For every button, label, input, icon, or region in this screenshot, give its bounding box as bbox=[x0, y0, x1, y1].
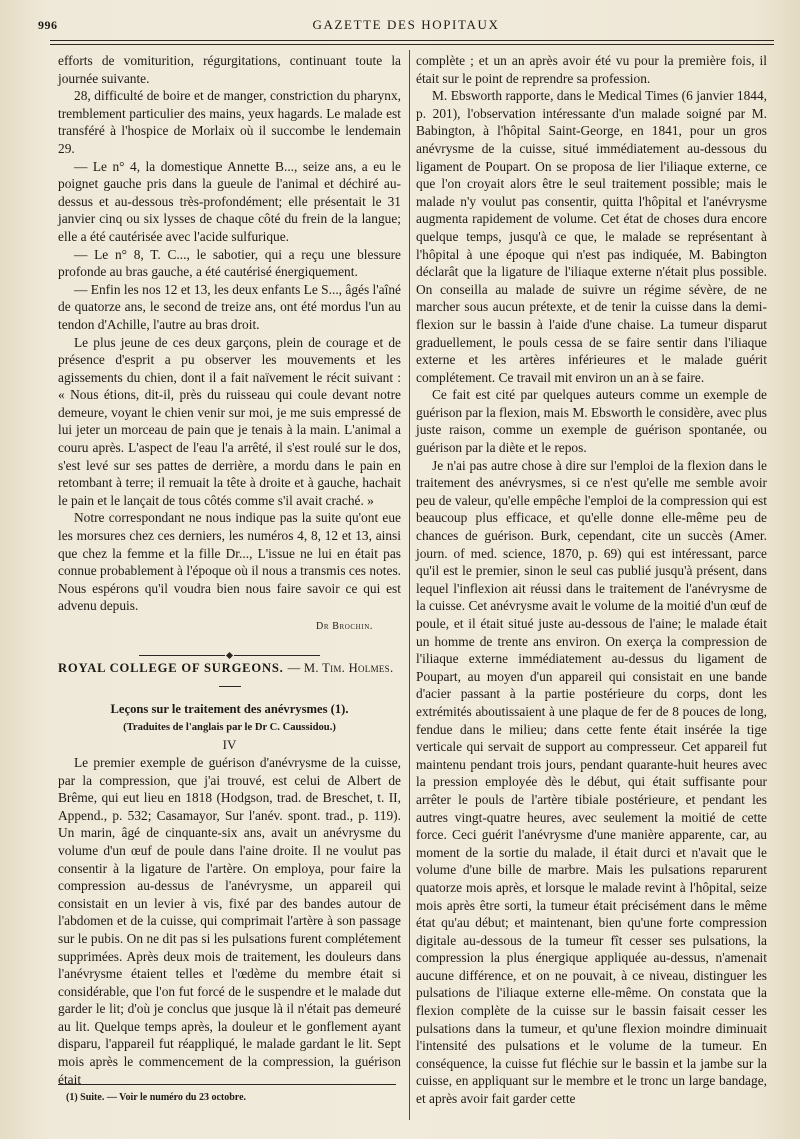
left-column bbox=[58, 52, 401, 1088]
signature-line bbox=[58, 615, 401, 636]
short-divider bbox=[219, 686, 241, 687]
paragraph: — Le n° 8, T. C..., le sabotier, qui a reçu une blessure profonde au bras gauche, a été cautérisé énergiquement. bbox=[58, 246, 401, 280]
section-author: — M. Tim. Holmes. bbox=[287, 660, 394, 675]
paragraph: M. Ebsworth rapporte, dans le Medical Times (6 janvier 1844, p. 201), l'observation intéressante d'un malade soigné par M. Babington, à l'hôpital Saint-George, en 1841, pour un gros anévrysme de la cuisse, situé immédiatement au-dessous du ligament de Poupart. On se proposa de lier l'iliaque externe, ce que l'on croyait alors être le seul traitement possible; mais le malade n'y voulut pas consentir, quitta l'hôpital et l'anévrysme augmenta rapidement de volume. Cet état de choses dura encore quelque temps, jusqu'à ce que, le malade se représentant à l'hôpital à une époque qui n'est pas indiquée, M. Babington déclarât que la ligature de l'iliaque externe n'était plus possible. On conseilla au malade de suivre un régime sévère, de ne marcher sous aucun prétexte, et de tenir la cuisse dans la demi-flexion sur le bassin à l'aide d'une chaise. La tumeur disparut graduellement, le pouls cessa de se faire sentir dans l'iliaque externe et les artères inférieures et le malade guérit complétement. Ce travail mit environ un an à se faire. bbox=[416, 88, 767, 385]
footnote-rule bbox=[58, 1084, 396, 1085]
lecture-title: Leçons sur le traitement des anévrysmes (1). bbox=[110, 702, 349, 717]
right-column bbox=[416, 52, 767, 1108]
paragraph: — Enfin les nos 12 et 13, les deux enfants Le S..., âgés l'aîné de quatorze ans, le second de treize ans, ont été mordus l'un au tendon d'Achille, l'autre au bras droit. bbox=[58, 281, 401, 332]
section-heading bbox=[58, 660, 401, 678]
footnote: (1) Suite. — Voir le numéro du 23 octobre. bbox=[66, 1092, 247, 1103]
paragraph: — Le n° 4, la domestique Annette B..., seize ans, a eu le poignet gauche pris dans la gueule de l'animal et déchiré au-dessus et au-dessous très-profondément; elle présentait le 31 janvier cinq ou six lysses de chaque côté du frein de la langue; elle a été cautérisée avec l'acide sulfurique. bbox=[58, 158, 401, 244]
paragraph: Le premier exemple de guérison d'anévrysme de la cuisse, par la compression, que j'ai trouvé, est celui de Albert de Brême, qui eut lieu en 1818 (Hodgson, trad. de Breschet, t. II, Append., p. 532; Casamayor, Sur l'anév. spont. trad., p. 119). Un marin, âgé de cinquante-six ans, avait un anévrysme du volume d'un œuf de poule dans l'aine droite. Il ne voulut pas consentir à la ligature de l'artère. On employa, pour faire la compression au-dessus de l'anévrysme, un appareil qui consistait en un levier à vis, fixé par des bandes autour de l'abdomen et de la cuisse, qui comprimait l'artère à son passage sur le pubis. On ne dit pas si les pulsations furent complétement supprimées. Après deux mois de traitement, les douleurs dans l'anévrysme étaient telles et l'œdème du membre était si considérable, que l'on fut forcé de le suspendre et le malade dut garder le lit; d'où je conclus que jusque là il n'était pas demeuré au lit. Quelque temps après, la douleur et le gonflement ayant disparu, l'appareil fut réappliqué, le malade gardant le lit. Sept mois après le commencement de la compression, la guérison était bbox=[58, 754, 401, 1087]
paragraph: Je n'ai pas autre chose à dire sur l'emploi de la flexion dans le traitement des anévrysmes, si ce n'est qu'elle me semble avoir peu de valeur, qu'elle empêche l'emploi de la compression qui est beaucoup plus efficace, et qu'elle donne elle-même peu de chances de guérison. Burk, cependant, cite un succès (Amer. journ. of med. science, 1870, p. 69) qui est intéressant, parce qu'il est le premier, sinon le seul cas publié jusqu'à présent, dans lequel l'inflexion ait réussi dans le traitement de l'anévrysme de la cuisse. Cet anévrysme avait le volume de la moitié d'un œuf de poule, et il était situé juste au-dessous de l'aine; le malade était un homme de trente ans environ. On exerça la compression de l'iliaque externe immédiatement au-dessus du ligament de Poupart, au moyen d'un appareil qui consistait en une bande d'acier passant à la partie postérieure du corps, dont les extrémités aboutissaient à une plaque de fer de 8 pouces de long, fendue dans le milieu; dans cette fente était insérée la tige verticale qui servait de support au compresseur. Cet appareil fut maintenu pendant trois jours, pendant quarante-huit heures avec la pression employée dès le début, qui était suffisante pour arrêter le pouls de l'artère tibiale postérieure, et pendant les autres vingt-quatre heures, avec seulement la moitié de cette force. Ceci guérit l'anévrysme d'une manière apparente, car, au moment de la sortie du malade, il était durci et n'avait que le volume d'une bille de marbre. Mais les pulsations reparurent quatorze mois après, et lorsque le malade revint à l'hôpital, seize mois après être sorti, la tumeur était précisément dans le même état qu'au début; et maintenant, bien qu'une forte compression digitale au-dessous de la tumeur fît cesser ses pulsations, la compression la plus énergique appliquée au-dessus, n'amenait aucune différence, et on ne pouvait, à ce niveau, distinguer les pulsations de l'iliaque externe elle-même. On constata que la flexion complète de la cuisse sur le bassin faisait cesser les pulsations dans la tumeur, et qu'une flexion moindre diminuait l'intensité des pulsations et le volume de la tumeur. En conséquence, la cuisse fut fléchie sur le bassin et la jambe sur la cuisse, en appliquant sur le membre et le tronc un large bandage, et après avoir fait garder cette bbox=[416, 457, 767, 1107]
paragraph: efforts de vomiturition, régurgitations, continuant toute la journée suivante. bbox=[58, 53, 401, 86]
paragraph: Le plus jeune de ces deux garçons, plein de courage et de présence d'esprit a pu observer les mouvements et les agissements du chien, dont il a fait naïvement le récit suivant : « Nous étions, dit-il, près du ruisseau qui coule devant notre demeure, voyant le chien venir sur moi, je me suis empressé de lui jeter un morceau de pain que je tenais à la main. L'animal a couru après. L'aspect de l'eau l'a arrêté, il s'est roulé sur le dos, s'est levé sur ses pattes de derrière, a mordu dans le pain en retombant à terre; il remuait la tête à droite et à gauche, hachait le pain et le lançait de tous côtés comme s'il avait craché. » bbox=[58, 334, 401, 508]
page-header bbox=[38, 14, 774, 38]
header-rule bbox=[50, 40, 774, 41]
signature: Dr Brochin. bbox=[316, 621, 373, 632]
section-ornament bbox=[58, 646, 401, 652]
journal-title: GAZETTE DES HOPITAUX bbox=[312, 17, 500, 32]
lecture-number: IV bbox=[222, 737, 237, 753]
page-number: 996 bbox=[38, 18, 58, 32]
paragraph: Notre correspondant ne nous indique pas la suite qu'ont eue les morsures chez ces derniers, les numéros 4, 8, 12 et 13, ainsi que chez la femme et la fille Dr..., L'issue ne lui en était pas connue probablement à l'époque où il nous a transmis ces notes. Nous espérons qu'il voudra bien nous faire savoir ce qui est advenu depuis. bbox=[58, 510, 401, 614]
section-institution: ROYAL COLLEGE OF SURGEONS. bbox=[58, 660, 284, 675]
header-rule-thin bbox=[50, 44, 774, 45]
paragraph: complète ; et un an après avoir été vu pour la première fois, il était sur le point de reprendre sa profession. bbox=[416, 53, 767, 86]
column-divider bbox=[409, 50, 410, 1120]
translation-credit: (Traduites de l'anglais par le Dr C. Caussidou.) bbox=[123, 721, 336, 733]
paragraph: Ce fait est cité par quelques auteurs comme un exemple de guérison par la flexion, mais M. Ebsworth le considère, avec plus juste raison, comme un exemple de guérison spontanée, ou guérison par la diète et le repos. bbox=[416, 387, 767, 456]
paragraph: 28, difficulté de boire et de manger, constriction du pharynx, tremblement particulier des mains, yeux hagards. Le malade est transféré à l'hospice de Morlaix où il succombe le lendemain 29. bbox=[58, 88, 401, 156]
